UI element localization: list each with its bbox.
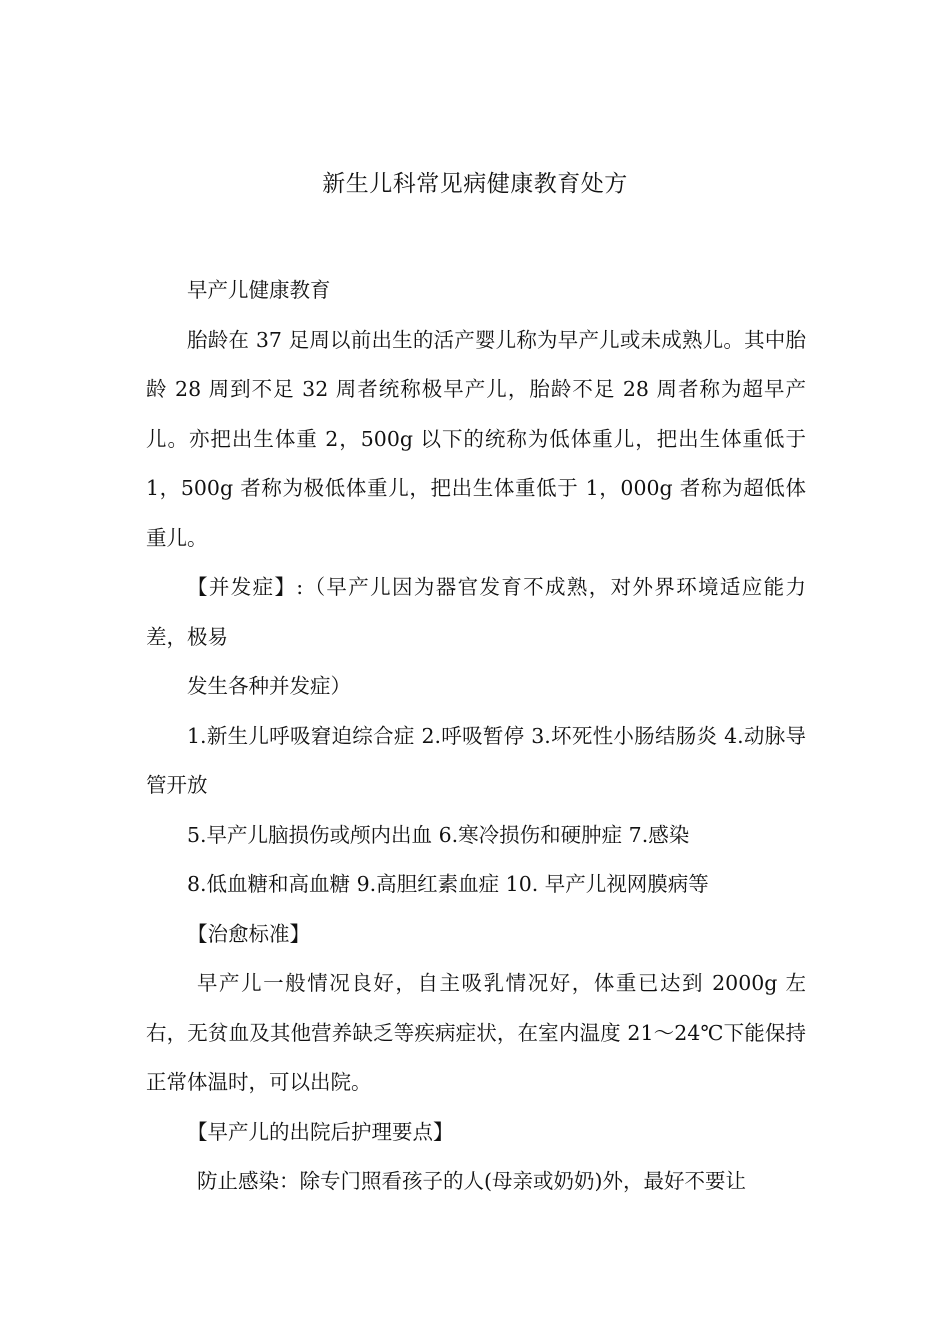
paragraph-complications-intro: 【并发症】:（早产儿因为器官发育不成熟，对外界环境适应能力差，极易 <box>146 575 806 649</box>
paragraph-cure-criteria: 早产儿一般情况良好，自主吸乳情况好，体重已达到 2000g 左右，无贫血及其他营养缺乏等疾病症状，在室内温度 21～24℃下能保持正常体温时，可以出院。 <box>146 971 806 1094</box>
section-heading-discharge-care: 【早产儿的出院后护理要点】 <box>187 1119 454 1144</box>
paragraph-preterm-definition: 胎龄在 37 足周以前出生的活产婴儿称为早产儿或未成熟儿。其中胎龄 28 周到不足 32 周者统称极早产儿，胎龄不足 28 周者称为超早产儿。亦把出生体重 2，500g 以下的统称为低体重儿，把出生体重低于 1，500g 者称为极低体重儿，把出生体重低于 1，000g 者称为超低体重儿。 <box>146 327 806 550</box>
paragraph-complications-intro-cont: 发生各种并发症） <box>187 674 351 698</box>
complication-list-line-2: 5.早产儿脑损伤或颅内出血 6.寒冷损伤和硬肿症 7.感染 <box>187 822 690 847</box>
complication-list-line-1: 1.新生儿呼吸窘迫综合症 2.呼吸暂停 3.坏死性小肠结肠炎 4.动脉导管开放 <box>146 723 806 797</box>
section-heading-cure-criteria: 【治愈标准】 <box>187 921 310 946</box>
document-body <box>146 266 806 1207</box>
document-title: 新生儿科常见病健康教育处方 <box>322 171 628 197</box>
section-heading-preterm-education: 早产儿健康教育 <box>187 278 331 302</box>
complication-list-line-3: 8.低血糖和高血糖 9.高胆红素血症 10. 早产儿视网膜病等 <box>187 872 709 896</box>
paragraph-infection-prevention: 防止感染：除专门照看孩子的人(母亲或奶奶)外，最好不要让 <box>197 1169 746 1193</box>
